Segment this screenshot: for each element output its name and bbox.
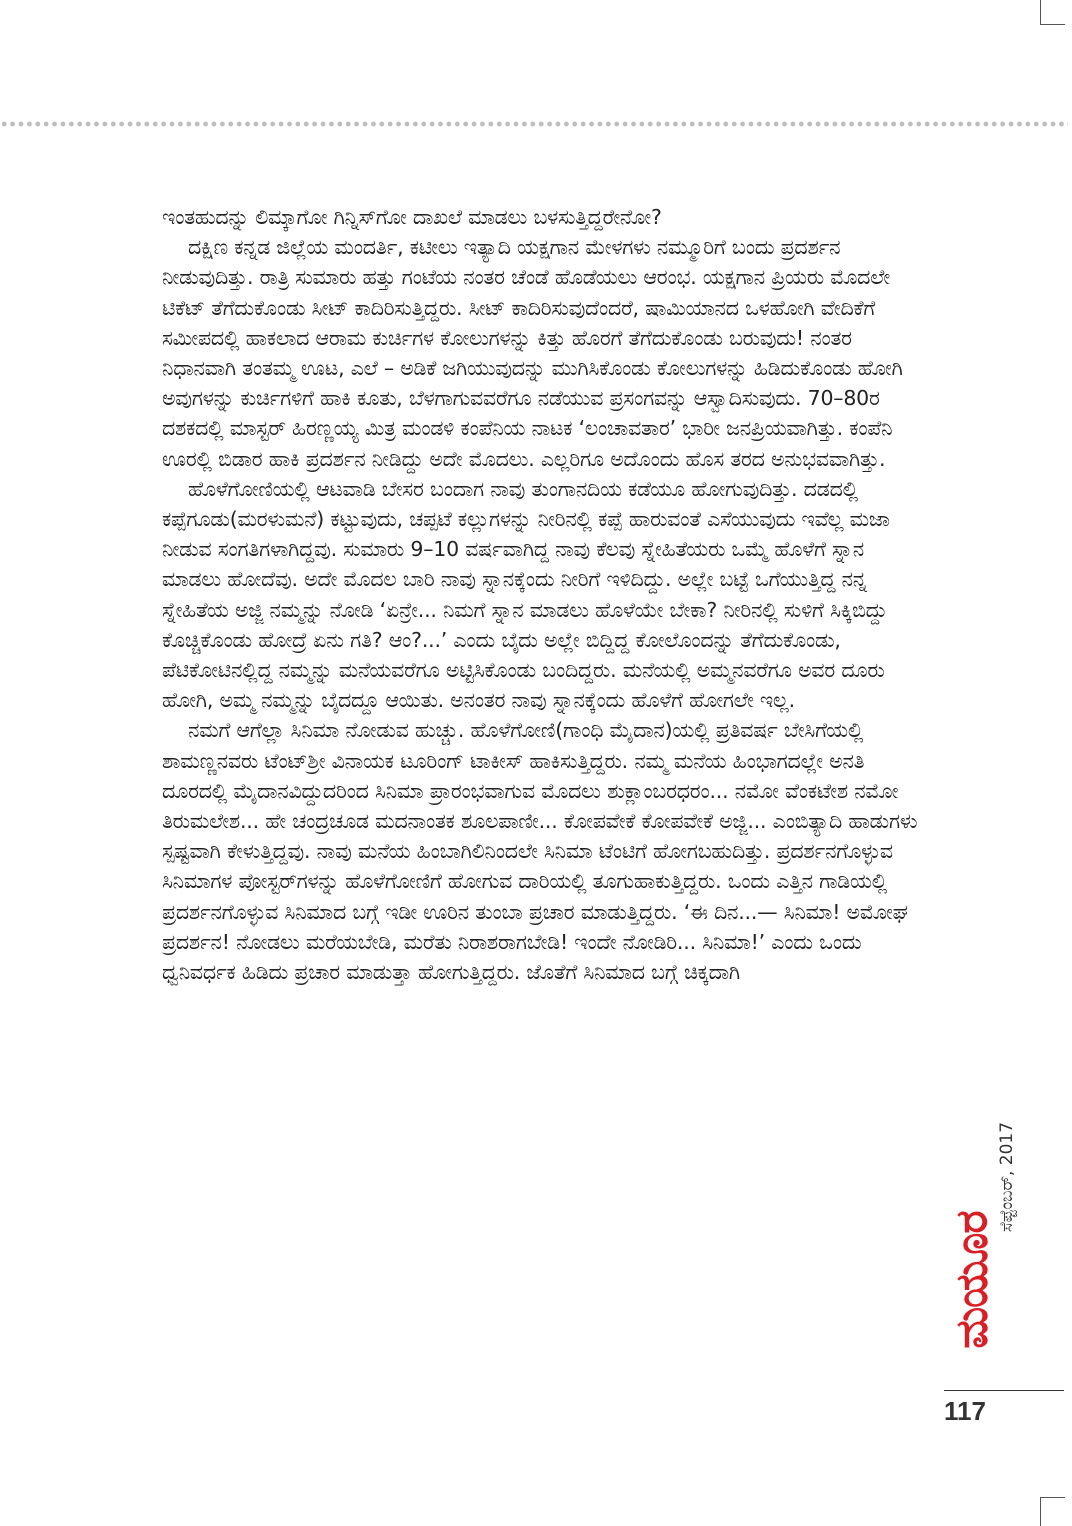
crop-mark-bottom [1040,1497,1065,1526]
dotted-rule [0,120,1068,128]
footer-rule [944,1390,1064,1391]
article-body [162,202,927,987]
paragraph: ನಮಗೆ ಆಗೆಲ್ಲಾ ಸಿನಿಮಾ ನೋಡುವ ಹುಚ್ಚು. ಹೊಳೆಗೋಣಿ(ಗಾಂಧಿ ಮೈದಾನ)ಯಲ್ಲಿ ಪ್ರತಿವರ್ಷ ಬೇಸಿಗೆಯಲ್ಲಿ ಶಾಮಣ್ಣನವರು ಟೆಂಟ್‌ಶ್ರೀ ವಿನಾಯಕ ಟೂರಿಂಗ್ ಟಾಕೀಸ್ ಹಾಕಿಸುತ್ತಿದ್ದರು. ನಮ್ಮ ಮನೆಯ ಹಿಂಭಾಗದಲ್ಲೇ ಅನತಿ ದೂರದಲ್ಲಿ ಮೈದಾನವಿದ್ದುದರಿಂದ ಸಿನಿಮಾ ಪ್ರಾರಂಭವಾಗುವ ಮೊದಲು ಶುಕ್ಲಾಂಬರಧರಂ... ನಮೋ ವೆಂಕಟೇಶ ನಮೋ ತಿರುಮಲೇಶ... ಹೇ ಚಂದ್ರಚೂಡ ಮದನಾಂತಕ ಶೂಲಪಾಣೀ... ಕೋಪವೇಕೆ ಕೋಪವೇಕೆ ಅಜ್ಜಿ... ಎಂಬಿತ್ಯಾದಿ ಹಾಡುಗಳು ಸ್ಪಷ್ಟವಾಗಿ ಕೇಳುತ್ತಿದ್ದವು. ನಾವು ಮನೆಯ ಹಿಂಬಾಗಿಲಿನಿಂದಲೇ ಸಿನಿಮಾ ಟೆಂಟಿಗೆ ಹೋಗಬಹುದಿತ್ತು. ಪ್ರದರ್ಶನಗೊಳ್ಳುವ ಸಿನಿಮಾಗಳ ಪೋಸ್ಟರ್‌ಗಳನ್ನು ಹೊಳೆಗೋಣಿಗೆ ಹೋಗುವ ದಾರಿಯಲ್ಲಿ ತೂಗುಹಾಕುತ್ತಿದ್ದರು. ಒಂದು ಎತ್ತಿನ ಗಾಡಿಯಲ್ಲಿ ಪ್ರದರ್ಶನಗೊಳ್ಳುವ ಸಿನಿಮಾದ ಬಗ್ಗೆ ಇಡೀ ಊರಿನ ತುಂಬಾ ಪ್ರಚಾರ ಮಾಡುತ್ತಿದ್ದರು. ‘ಈ ದಿನ...— ಸಿನಿಮಾ! ಅಮೋಘ ಪ್ರದರ್ಶನ! ನೋಡಲು ಮರೆಯಬೇಡಿ, ಮರೆತು ನಿರಾಶರಾಗಬೇಡಿ! ಇಂದೇ ನೋಡಿರಿ... ಸಿನಿಮಾ!’ ಎಂದು ಒಂದು ಧ್ವನಿವರ್ಧಕ ಹಿಡಿದು ಪ್ರಚಾರ ಮಾಡುತ್ತಾ ಹೋಗುತ್ತಿದ್ದರು. ಜೊತೆಗೆ ಸಿನಿಮಾದ ಬಗ್ಗೆ ಚಿಕ್ಕದಾಗಿ [162,718,918,985]
paragraph: ಹೊಳೆಗೋಣಿಯಲ್ಲಿ ಆಟವಾಡಿ ಬೇಸರ ಬಂದಾಗ ನಾವು ತುಂಗಾನದಿಯ ಕಡೆಯೂ ಹೋಗುವುದಿತ್ತು. ದಡದಲ್ಲಿ ಕಪ್ಪೆಗೂಡು(ಮರಳುಮನೆ) ಕಟ್ಟುವುದು, ಚಪ್ಪಟೆ ಕಲ್ಲುಗಳನ್ನು ನೀರಿನಲ್ಲಿ ಕಪ್ಪೆ ಹಾರುವಂತೆ ಎಸೆಯುವುದು ಇವೆಲ್ಲ ಮಜಾ ನೀಡುವ ಸಂಗತಿಗಳಾಗಿದ್ದವು. ಸುಮಾರು 9–10 ವರ್ಷವಾಗಿದ್ದ ನಾವು ಕೆಲವು ಸ್ನೇಹಿತೆಯರು ಒಮ್ಮೆ ಹೊಳೆಗೆ ಸ್ನಾನ ಮಾಡಲು ಹೋದೆವು. ಅದೇ ಮೊದಲ ಬಾರಿ ನಾವು ಸ್ನಾನಕ್ಕೆಂದು ನೀರಿಗೆ ಇಳಿದಿದ್ದು. ಅಲ್ಲೇ ಬಟ್ಟೆ ಒಗೆಯುತ್ತಿದ್ದ ನನ್ನ ಸ್ನೇಹಿತೆಯ ಅಜ್ಜಿ ನಮ್ಮನ್ನು ನೋಡಿ ‘ಏನ್ರೇ... ನಿಮಗೆ ಸ್ನಾನ ಮಾಡಲು ಹೊಳೆಯೇ ಬೇಕಾ? ನೀರಿನಲ್ಲಿ ಸುಳಿಗೆ ಸಿಕ್ಕಿಬಿದ್ದು ಕೊಚ್ಚಿಕೊಂಡು ಹೋದ್ರೆ ಏನು ಗತಿ? ಆಂ?...’ ಎಂದು ಬೈದು ಅಲ್ಲೇ ಬಿದ್ದಿದ್ದ ಕೋಲೊಂದನ್ನು ತೆಗೆದುಕೊಂಡು, ಪೆಟಿಕೋಟಿನಲ್ಲಿದ್ದ ನಮ್ಮನ್ನು ಮನೆಯವರೆಗೂ ಅಟ್ಟಿಸಿಕೊಂಡು ಬಂದಿದ್ದರು. ಮನೆಯಲ್ಲಿ ಅಮ್ಮನವರೆಗೂ ಅವರ ದೂರು ಹೋಗಿ, ಅಮ್ಮ ನಮ್ಮನ್ನು ಬೈದದ್ದೂ ಆಯಿತು. ಅನಂತರ ನಾವು ಸ್ನಾನಕ್ಕೆಂದು ಹೊಳೆಗೆ ಹೋಗಲೇ ಇಲ್ಲ. [162,476,890,713]
crop-mark-top [1040,0,1065,25]
page-number: 117 [944,1396,986,1426]
magazine-name: ಮಯೂರ [946,1211,998,1349]
issue-date-text: ಸೆಪ್ಟೆಂಬರ್, 2017 [997,1121,1017,1233]
magazine-logo [944,1180,1000,1380]
paragraph: ಇಂತಹುದನ್ನು ಲಿಮ್ಕಾಗೋ ಗಿನ್ನಿಸ್‌ಗೋ ದಾಖಲೆ ಮಾಡಲು ಬಳಸುತ್ತಿದ್ದರೇನೋ? [162,205,662,229]
paragraph: ದಕ್ಷಿಣ ಕನ್ನಡ ಜಿಲ್ಲೆಯ ಮಂದರ್ತಿ, ಕಟೀಲು ಇತ್ಯಾದಿ ಯಕ್ಷಗಾನ ಮೇಳಗಳು ನಮ್ಮೂರಿಗೆ ಬಂದು ಪ್ರದರ್ಶನ ನೀಡುವುದಿತ್ತು. ರಾತ್ರಿ ಸುಮಾರು ಹತ್ತು ಗಂಟೆಯ ನಂತರ ಚೆಂಡೆ ಹೊಡೆಯಲು ಆರಂಭ. ಯಕ್ಷಗಾನ ಪ್ರಿಯರು ಮೊದಲೇ ಟಿಕೆಟ್ ತೆಗೆದುಕೊಂಡು ಸೀಟ್ ಕಾದಿರಿಸುತ್ತಿದ್ದರು. ಸೀಟ್ ಕಾದಿರಿಸುವುದೆಂದರೆ, ಷಾಮಿಯಾನದ ಒಳಹೋಗಿ ವೇದಿಕೆಗೆ ಸಮೀಪದಲ್ಲಿ ಹಾಕಲಾದ ಆರಾಮ ಕುರ್ಚಿಗಳ ಕೋಲುಗಳನ್ನು ಕಿತ್ತು ಹೊರಗೆ ತೆಗೆದುಕೊಂಡು ಬರುವುದು! ನಂತರ ನಿಧಾನವಾಗಿ ತಂತಮ್ಮ ಊಟ, ಎಲೆ – ಅಡಿಕೆ ಜಗಿಯುವುದನ್ನು ಮುಗಿಸಿಕೊಂಡು ಕೋಲುಗಳನ್ನು ಹಿಡಿದುಕೊಂಡು ಹೋಗಿ ಅವುಗಳನ್ನು ಕುರ್ಚಿಗಳಿಗೆ ಹಾಕಿ ಕೂತು, ಬೆಳಗಾಗುವವರೆಗೂ ನಡೆಯುವ ಪ್ರಸಂಗವನ್ನು ಆಸ್ವಾದಿಸುವುದು. 70–80ರ ದಶಕದಲ್ಲಿ ಮಾಸ್ಟರ್ ಹಿರಣ್ಣಯ್ಯ ಮಿತ್ರ ಮಂಡಳಿ ಕಂಪೆನಿಯ ನಾಟಕ ‘ಲಂಚಾವತಾರ’ ಭಾರೀ ಜನಪ್ರಿಯವಾಗಿತ್ತು. ಕಂಪೆನಿ ಊರಲ್ಲಿ ಬಿಡಾರ ಹಾಕಿ ಪ್ರದರ್ಶನ ನೀಡಿದ್ದು ಅದೇ ಮೊದಲು. ಎಲ್ಲರಿಗೂ ಅದೊಂದು ಹೊಸ ತರದ ಅನುಭವವಾಗಿತ್ತು. [162,235,903,471]
